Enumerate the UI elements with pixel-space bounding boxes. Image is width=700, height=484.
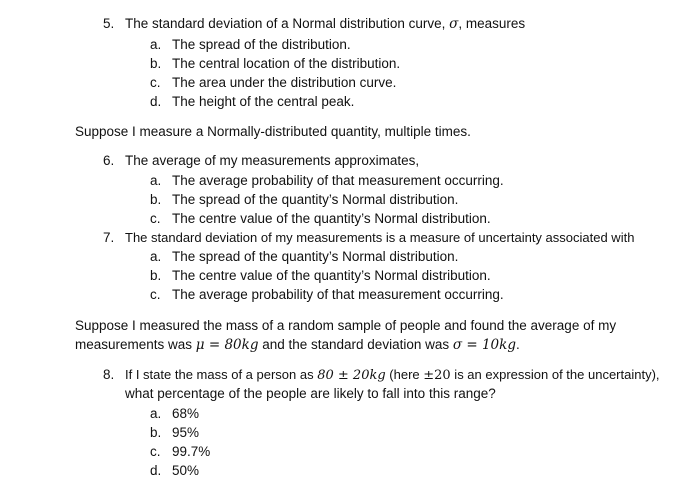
q7-option-a-text: The spread of the quantity’s Normal distribution. — [172, 249, 459, 264]
q8-option-a-letter: a. — [150, 406, 162, 421]
q6-option-a-text: The average probability of that measurement occurring. — [172, 173, 504, 188]
q8-option-b-letter: b. — [150, 425, 162, 440]
q8-option-c-text: 99.7% — [172, 444, 211, 459]
q6-option-a-letter: a. — [150, 173, 162, 188]
intro-sample-line-2 — [75, 336, 520, 354]
q7-option-b-letter: b. — [150, 268, 162, 283]
question-6-text: The average of my measurements approximates, — [125, 153, 420, 168]
question-8-line-1 — [125, 366, 660, 385]
question-8-line-2: what percentage of the people are likely to fall into this range? — [125, 386, 496, 401]
question-8-number: 8. — [103, 367, 115, 382]
q8-option-c-letter: c. — [150, 444, 161, 459]
q5-option-d-letter: d. — [150, 94, 162, 109]
question-5-text — [125, 15, 525, 33]
q5-option-c-text: The area under the distribution curve. — [172, 75, 397, 90]
q7-option-c-letter: c. — [150, 287, 161, 302]
q8-option-d-letter: d. — [150, 463, 162, 478]
question-5-text-post: , measures — [458, 16, 526, 31]
question-6-number: 6. — [103, 153, 115, 168]
q5-option-b-letter: b. — [150, 56, 162, 71]
q8-option-d-text: 50% — [172, 463, 200, 478]
question-5-number: 5. — [103, 16, 115, 31]
q7-option-c-text: The average probability of that measurement occurring. — [172, 287, 504, 302]
question-8-line-1-pre: If I state the mass of a person as — [125, 367, 318, 382]
uncertainty-expression: ±20 — [423, 368, 451, 383]
question-7-text: The standard deviation of my measurements is a measure of uncertainty associated with — [125, 230, 635, 245]
q8-option-a-text: 68% — [172, 406, 200, 421]
intro-sample-line-2-post: . — [515, 337, 520, 352]
q6-option-b-text: The spread of the quantity’s Normal distribution. — [172, 192, 459, 207]
question-7-number: 7. — [103, 230, 115, 245]
q7-option-b-text: The centre value of the quantity’s Normal distribution. — [172, 268, 491, 283]
q5-option-a-letter: a. — [150, 37, 162, 52]
q6-option-b-letter: b. — [150, 192, 162, 207]
q7-option-a-letter: a. — [150, 249, 162, 264]
q5-option-b-text: The central location of the distribution. — [172, 56, 401, 71]
intro-sample-line-2-mid: and the standard deviation was — [258, 337, 453, 352]
intro-sample-line-2-pre: measurements was — [75, 337, 196, 352]
intro-sample-line-1: Suppose I measured the mass of a random sample of people and found the average of my — [75, 318, 617, 333]
q5-option-a-text: The spread of the distribution. — [172, 37, 351, 52]
q5-option-c-letter: c. — [150, 75, 161, 90]
question-8-line-1-mid: (here — [385, 367, 424, 382]
mass-range-expression: 80 ± 20kg — [317, 368, 386, 383]
q6-option-c-text: The centre value of the quantity’s Normal distribution. — [172, 211, 491, 226]
sigma-symbol: σ — [449, 16, 459, 32]
q6-option-c-letter: c. — [150, 211, 161, 226]
question-5-text-pre: The standard deviation of a Normal distribution curve, — [125, 16, 450, 31]
q8-option-b-text: 95% — [172, 425, 200, 440]
q5-option-d-text: The height of the central peak. — [172, 94, 355, 109]
intro-measurement: Suppose I measure a Normally-distributed quantity, multiple times. — [75, 124, 471, 139]
question-8-line-1-post: is an expression of the uncertainty), — [450, 367, 660, 382]
mean-expression: μ = 80kg — [195, 337, 259, 353]
std-dev-expression: σ = 10kg — [452, 337, 516, 353]
